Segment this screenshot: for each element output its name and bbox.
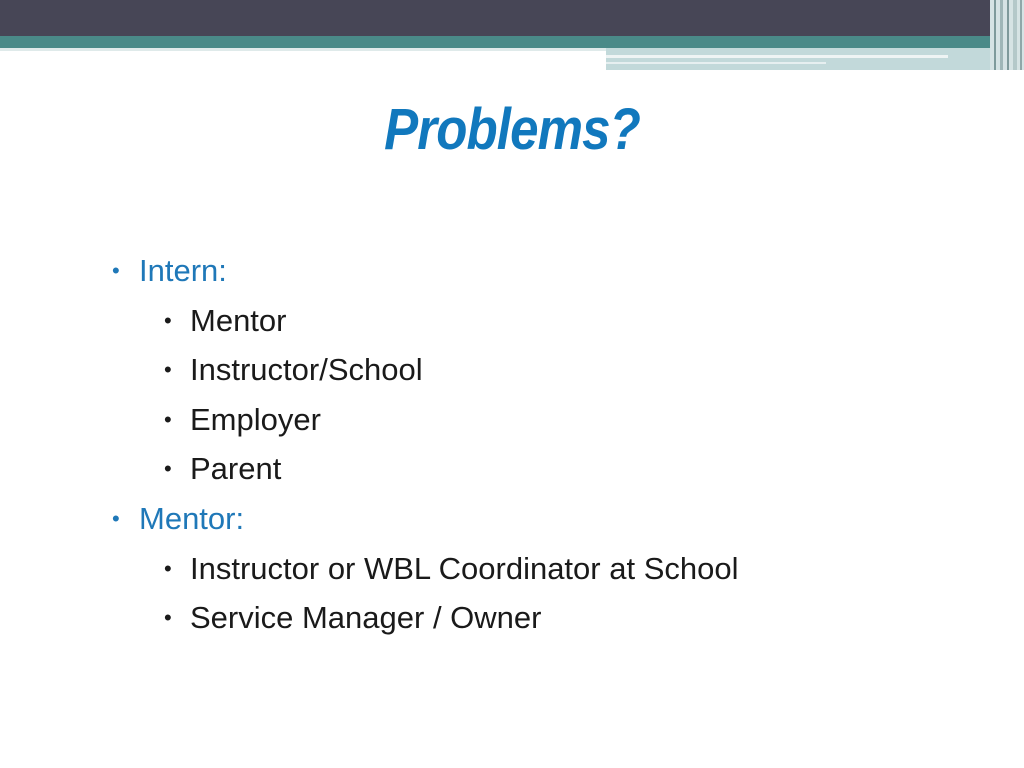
bullet-glyph: • [164, 555, 172, 581]
sub-item-label: Service Manager / Owner [190, 600, 542, 636]
sub-item-label: Parent [190, 451, 282, 487]
bullet-glyph: • [164, 307, 172, 333]
section-label: Mentor: [139, 500, 245, 536]
header-dark-band [0, 0, 1024, 36]
sub-item-label: Instructor/School [190, 352, 423, 388]
bullet-glyph: • [112, 505, 120, 531]
header-teal-band [0, 36, 1024, 48]
sub-bullet-item [112, 395, 972, 445]
bullet-item-intern [112, 246, 972, 296]
sub-bullet-item [112, 444, 972, 494]
sub-bullet-item [112, 544, 972, 594]
sub-item-label: Mentor [190, 302, 287, 338]
sub-bullet-item [112, 593, 972, 643]
bullet-glyph: • [164, 406, 172, 432]
bullet-glyph: • [164, 605, 172, 631]
sub-bullet-item [112, 296, 972, 346]
header-wedge-decoration [0, 48, 1024, 70]
section-label: Intern: [139, 253, 227, 288]
bullet-glyph: • [164, 357, 172, 383]
slide-title: Problems? [384, 97, 640, 162]
bullet-glyph: • [164, 456, 172, 482]
bullet-item-mentor [112, 494, 972, 544]
sub-item-label: Employer [190, 401, 321, 437]
bullet-glyph: • [112, 258, 120, 283]
sub-bullet-item [112, 345, 972, 395]
sub-item-label: Instructor or WBL Coordinator at School [190, 550, 739, 586]
header-stripes-decoration [990, 0, 1024, 70]
bullet-list [112, 246, 972, 643]
